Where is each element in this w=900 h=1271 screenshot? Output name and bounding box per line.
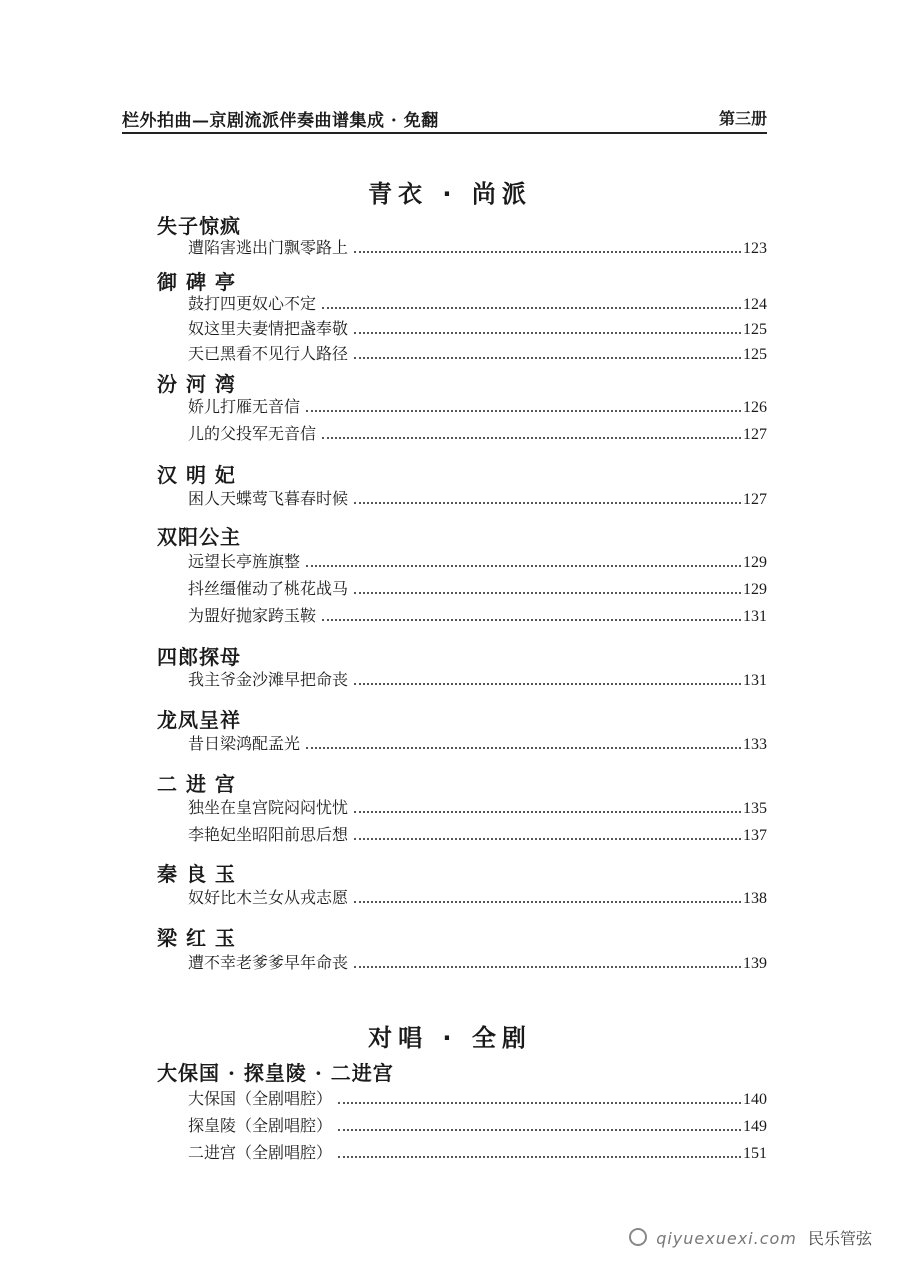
toc-entry[interactable] [188, 825, 767, 845]
entry-title: 天已黑看不见行人路径 [188, 344, 349, 363]
page-number: 138 [743, 890, 767, 907]
entry-title: 抖丝缰催动了桃花战马 [188, 579, 349, 598]
entry-title: 遭陷害逃出门飘零路上 [188, 238, 349, 257]
leader-dots [354, 683, 741, 685]
opera-title: 四郎探母 [157, 645, 241, 669]
book-title: 栏外拍曲—京剧流派伴奏曲谱集成 · 免翻 [122, 111, 439, 131]
entry-title: 探皇陵（全剧唱腔） [188, 1116, 333, 1135]
page-number: 127 [743, 491, 767, 508]
entry-title: 困人天蝶莺飞暮春时候 [188, 489, 349, 508]
entry-title: 奴好比木兰女从戎志愿 [188, 888, 349, 907]
entry-title: 远望长亭旌旗整 [188, 552, 301, 571]
toc-entry[interactable] [188, 319, 767, 339]
page-number: 129 [743, 581, 767, 598]
page-number: 124 [743, 296, 767, 313]
leader-dots [354, 901, 741, 903]
entry-title: 二进宫（全剧唱腔） [188, 1143, 333, 1162]
leader-dots [322, 619, 741, 621]
entry-title: 儿的父投军无音信 [188, 424, 317, 443]
toc-entry[interactable] [188, 238, 767, 258]
opera-title: 秦 良 玉 [157, 862, 236, 886]
leader-dots [354, 838, 741, 840]
opera-title: 梁 红 玉 [157, 926, 236, 950]
page-number: 129 [743, 554, 767, 571]
toc-entry[interactable] [188, 606, 767, 626]
entry-title: 鼓打四更奴心不定 [188, 294, 317, 313]
page-number: 135 [743, 800, 767, 817]
opera-title: 汉 明 妃 [157, 463, 236, 487]
toc-entry[interactable] [188, 579, 767, 599]
toc-entry[interactable] [188, 552, 767, 572]
opera-title: 二 进 宫 [157, 772, 236, 796]
toc-entry[interactable] [188, 489, 767, 509]
toc-entry[interactable] [188, 888, 767, 908]
leader-dots [354, 811, 741, 813]
leader-dots [354, 332, 741, 334]
leader-dots [354, 502, 741, 504]
entry-title: 奴这里夫妻情把盏奉敬 [188, 319, 349, 338]
toc-entry[interactable] [188, 1116, 767, 1136]
toc-entry[interactable] [188, 953, 767, 973]
leader-dots [306, 747, 741, 749]
opera-title: 双阳公主 [157, 525, 241, 549]
watermark [629, 1226, 872, 1249]
leader-dots [322, 437, 741, 439]
leader-dots [354, 966, 741, 968]
opera-title: 龙凤呈祥 [157, 708, 241, 732]
toc-entry[interactable] [188, 294, 767, 314]
leader-dots [354, 251, 741, 253]
page-number: 123 [743, 240, 767, 257]
page-number: 131 [743, 672, 767, 689]
opera-title: 失子惊疯 [157, 214, 241, 238]
entry-title: 为盟好抛家跨玉鞍 [188, 606, 317, 625]
entry-title: 遭不幸老爹爹早年命丧 [188, 953, 349, 972]
section-title: 青衣 · 尚派 [368, 180, 532, 208]
page-number: 125 [743, 346, 767, 363]
page-number: 127 [743, 426, 767, 443]
section-title: 对唱 · 全剧 [368, 1024, 532, 1052]
entry-title: 昔日梁鸿配孟光 [188, 734, 301, 753]
opera-title: 汾 河 湾 [157, 372, 236, 396]
toc-entry[interactable] [188, 734, 767, 754]
toc-entry[interactable] [188, 424, 767, 444]
entry-title: 大保国（全剧唱腔） [188, 1089, 333, 1108]
entry-title: 娇儿打雁无音信 [188, 397, 301, 416]
leader-dots [338, 1102, 741, 1104]
page-number: 126 [743, 399, 767, 416]
opera-title: 御 碑 亭 [157, 270, 236, 294]
leader-dots [354, 357, 741, 359]
leader-dots [306, 410, 741, 412]
page-number: 137 [743, 827, 767, 844]
toc-entry[interactable] [188, 344, 767, 364]
entry-title: 我主爷金沙滩早把命丧 [188, 670, 349, 689]
page-number: 131 [743, 608, 767, 625]
leader-dots [322, 307, 741, 309]
watermark-site: qiyuexuexi.com [656, 1229, 797, 1248]
toc-entry[interactable] [188, 397, 767, 417]
toc-entry[interactable] [188, 798, 767, 818]
entry-title: 李艳妃坐昭阳前思后想 [188, 825, 349, 844]
leader-dots [306, 565, 741, 567]
page-number: 140 [743, 1091, 767, 1108]
leader-dots [338, 1129, 741, 1131]
page-number: 149 [743, 1118, 767, 1135]
wechat-icon [629, 1228, 647, 1246]
leader-dots [338, 1156, 741, 1158]
toc-entry[interactable] [188, 1143, 767, 1163]
leader-dots [354, 592, 741, 594]
toc-entry[interactable] [188, 1089, 767, 1109]
opera-title: 大保国 · 探皇陵 · 二进宫 [157, 1061, 394, 1085]
toc-entry[interactable] [188, 670, 767, 690]
volume-label: 第三册 [718, 109, 767, 128]
watermark-account: 民乐管弦 [807, 1229, 872, 1248]
page-number: 151 [743, 1145, 767, 1162]
page-number: 139 [743, 955, 767, 972]
page-number: 133 [743, 736, 767, 753]
page-number: 125 [743, 321, 767, 338]
page-header [122, 104, 767, 134]
entry-title: 独坐在皇宫院闷闷忧忧 [188, 798, 349, 817]
